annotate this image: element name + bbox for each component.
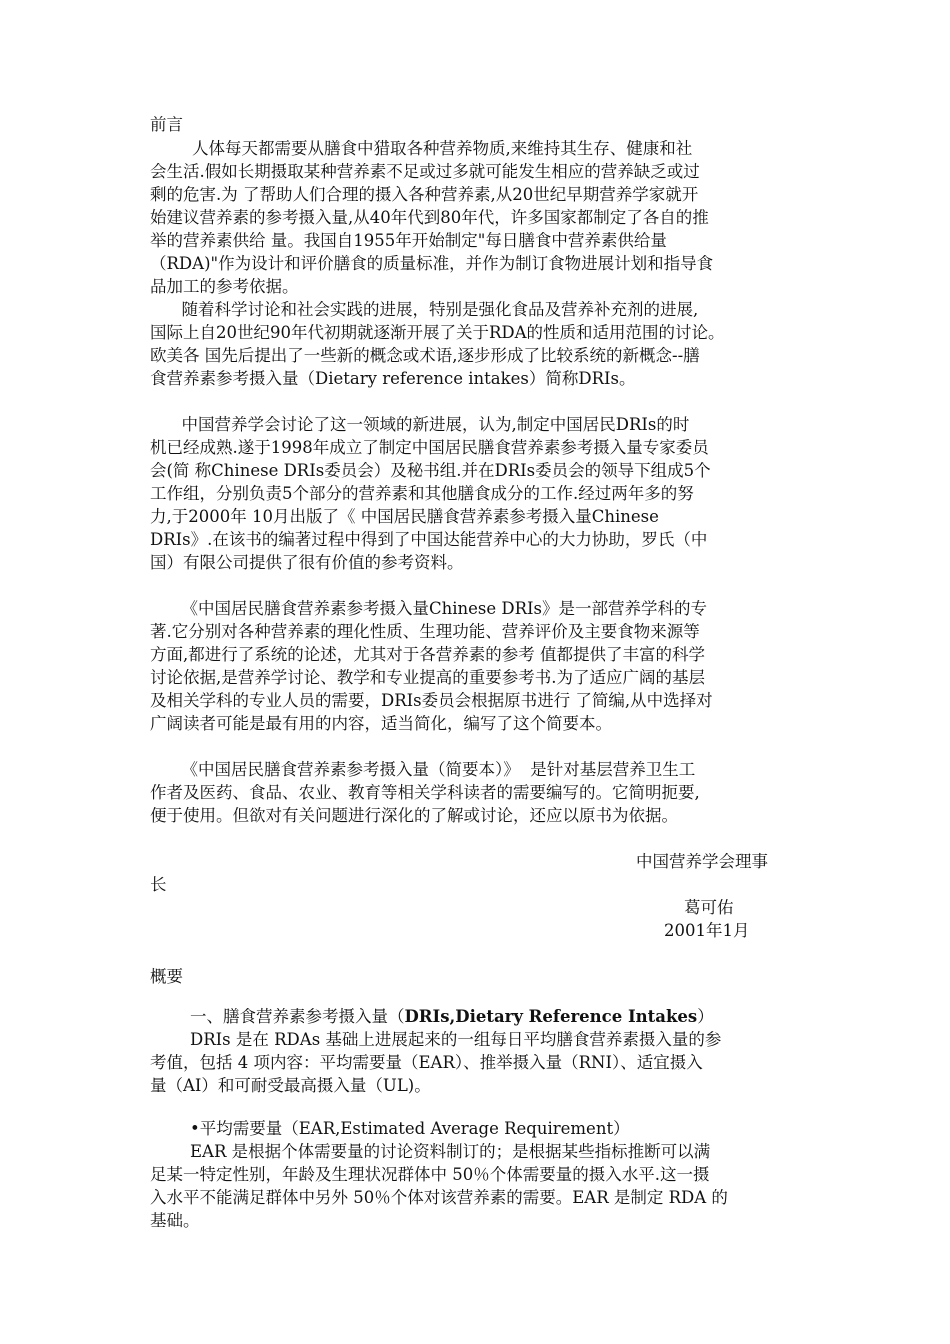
preface-p4-line: 著.它分别对各种营养素的理化性质、生理功能、营养评价及主要食物来源等: [150, 622, 700, 641]
preface-p1-line: 人体每天都需要从膳食中猎取各种营养物质,来维持其生存、健康和社: [150, 139, 693, 158]
preface-title: 前言: [150, 115, 183, 134]
ear-heading: •平均需要量（EAR,Estimated Average Requirement）: [190, 1119, 630, 1138]
preface-p3-line: 国）有限公司提供了很有价值的参考资料。: [150, 553, 464, 572]
preface-p5-line: 《中国居民膳食营养素参考摄入量（简要本）》 是针对基层营养卫生工: [150, 760, 696, 779]
ear-paragraph-line: 足某一特定性别，年龄及生理状况群体中 50％个体需要量的摄入水平.这一摄: [150, 1165, 710, 1184]
ear-paragraph-line: 基础。: [150, 1211, 200, 1230]
preface-p2-line: 欧美各 国先后提出了一些新的概念或术语,逐步形成了比较系统的新概念--膳: [150, 346, 700, 365]
preface-p1-line: 会生活.假如长期摄取某种营养素不足或过多就可能发生相应的营养缺乏或过: [150, 162, 700, 181]
preface-p4-line: 《中国居民膳食营养素参考摄入量Chinese DRIs》是一部营养学科的专: [150, 599, 708, 618]
preface-p2-line: 食营养素参考摄入量（Dietary reference intakes）简称DRIs。: [150, 369, 636, 388]
preface-p1-line: 举的营养素供给 量。我国自1955年开始制定"每日膳食中营养素供给量: [150, 231, 667, 250]
preface-p1-line: 剩的危害.为 了帮助人们合理的摄入各种营养素,从20世纪早期营养学家就开: [150, 185, 699, 204]
ear-paragraph-line: 入水平不能满足群体中另外 50％个体对该营养素的需要。EAR 是制定 RDA 的: [150, 1188, 728, 1207]
signature-date: 2001年1月: [664, 921, 750, 940]
section-heading-bold: DRIs,Dietary Reference Intakes: [404, 1007, 698, 1026]
ear-paragraph-line: EAR 是根据个体需要量的讨论资料制订的；是根据某些指标推断可以满: [190, 1142, 711, 1161]
preface-p3-line: DRIs》.在该书的编著过程中得到了中国达能营养中心的大力协助，罗氏（中: [150, 530, 708, 549]
preface-p5-line: 作者及医药、食品、农业、教育等相关学科读者的需要编写的。它简明扼要,: [150, 783, 700, 802]
preface-p1-line: 品加工的参考依据。: [150, 277, 299, 296]
signature-org: 中国营养学会理事: [636, 852, 768, 871]
section-heading-prefix: 一、膳食营养素参考摄入量（: [190, 1007, 405, 1026]
overview-title: 概要: [150, 967, 183, 986]
preface-p4-line: 及相关学科的专业人员的需要，DRIs委员会根据原书进行 了简编,从中选择对: [150, 691, 713, 710]
preface-p4-line: 广阔读者可能是最有用的内容，适当简化，编写了这个简要本。: [150, 714, 612, 733]
preface-p3-line: 力,于2000年 10月出版了《 中国居民膳食营养素参考摄入量Chinese: [150, 507, 659, 526]
preface-p1-line: （RDA)"作为设计和评价膳食的质量标准，并作为制订食物进展计划和指导食: [150, 254, 714, 273]
dris-paragraph-line: DRIs 是在 RDAs 基础上进展起来的一组每日平均膳食营养素摄入量的参: [190, 1030, 722, 1049]
preface-p3-line: 会(简 称Chinese DRIs委员会）及秘书组.并在DRIs委员会的领导下组成5个: [150, 461, 711, 480]
dris-paragraph-line: 量（AI）和可耐受最高摄入量（UL)。: [150, 1076, 431, 1095]
preface-p4-line: 方面,都进行了系统的论述，尤其对于各营养素的参考 值都提供了丰富的科学: [150, 645, 705, 664]
dris-paragraph-line: 考值，包括 4 项内容：平均需要量（EAR）、推举摄入量（RNI）、适宜摄入: [150, 1053, 703, 1072]
signature-name: 葛可佑: [684, 898, 734, 917]
preface-p3-line: 中国营养学会讨论了这一领域的新进展，认为,制定中国居民DRIs的时: [150, 415, 690, 434]
preface-p4-line: 讨论依据,是营养学讨论、教学和专业提高的重要参考书.为了适应广阔的基层: [150, 668, 705, 687]
preface-p2-line: 国际上自20世纪90年代初期就逐渐开展了关于RDA的性质和适用范围的讨论。: [150, 323, 725, 342]
preface-p2-line: 随着科学讨论和社会实践的进展，特别是强化食品及营养补充剂的进展,: [150, 300, 699, 319]
preface-p3-line: 工作组，分别负责5个部分的营养素和其他膳食成分的工作.经过两年多的努: [150, 484, 694, 503]
preface-p1-line: 始建议营养素的参考摄入量,从40年代到80年代，许多国家都制定了各自的推: [150, 208, 709, 227]
signature-org-continued: 长: [150, 875, 167, 894]
section-heading-suffix: ）: [697, 1007, 714, 1026]
section-heading-dris: [190, 1006, 714, 1028]
preface-p3-line: 机已经成熟.遂于1998年成立了制定中国居民膳食营养素参考摄入量专家委员: [150, 438, 709, 457]
preface-p5-line: 便于使用。但欲对有关问题进行深化的了解或讨论，还应以原书为依据。: [150, 806, 678, 825]
